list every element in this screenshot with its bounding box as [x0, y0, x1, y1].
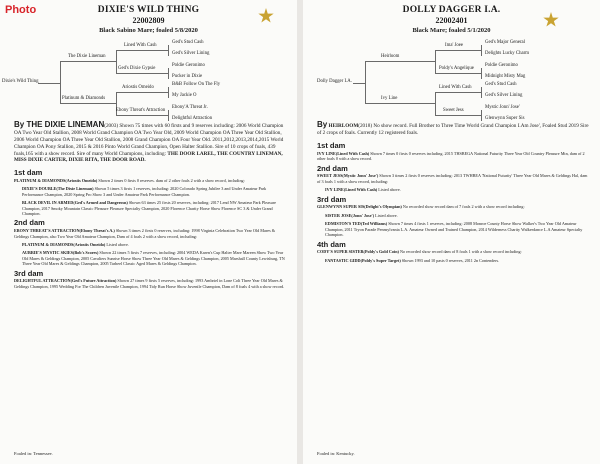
sire-champions: THE DOOR LAREL, THE COUNTRY LINEMAN, MISS DIXIE CARTER, DIXIE RITA, THE DOOR ROAD.: [14, 150, 283, 164]
sire-year: (2018): [358, 123, 373, 129]
foaled-in: Foaled in: Kentucky.: [317, 451, 355, 456]
pedigree-sd: Ged's Dixie Gypsie: [118, 66, 156, 71]
sire-name: (Bob's Scores): [72, 250, 99, 256]
pedigree-sdd: Midnight Misty Mag: [485, 74, 526, 79]
entry-record: Shown 27 times 9 firsts 5 reserves, including: 1993 Ambriel in Lone Colt Three Year Old Mares & Geldings Champion, 1995 Wedding For The Children Juvenile Champion, 1994 Tidy Run Horse Show Juvenile Champion, Dam of 8 foals 4 with a show record.: [14, 278, 285, 289]
sire-name: (Jonn' Jose'): [351, 212, 375, 218]
horse-name: DIXIE'S DOUBLE: [22, 186, 57, 192]
pedigree-dss: Ged's Stud Cash: [485, 82, 517, 87]
sire-year: (2003): [104, 123, 119, 129]
horse-name: DOLLY DAGGER I.A.: [402, 5, 501, 15]
dam-heading: 2nd dam: [317, 163, 348, 173]
sire-name: (Ariostis Omeido): [73, 242, 106, 248]
sire-name: (Ged's Armed and Dangerous): [73, 200, 128, 206]
catalog-page-right: [303, 0, 600, 464]
sire-name: (Poldy's Super Target): [360, 257, 401, 263]
pedigree-line: [353, 83, 365, 84]
pedigree-line: [60, 103, 116, 104]
pedigree-ssd: Ged's Silver Lining: [172, 51, 210, 56]
horse-description: Black Mare; foaled 5/1/2020: [412, 27, 491, 34]
registration-number: 22002809: [132, 16, 165, 25]
pedigree-line: [481, 45, 482, 56]
pedigree-dds: Ebony'A Threat Jr.: [172, 105, 208, 110]
produce-entry: [317, 173, 590, 184]
entry-record: Shown 3 times 2 firsts 0 reserves, including: 1998 Virginia Celebration Two Year Old Mares & Geldings Champion, also Two Year Old Amateur Champion, Dam of 4 foals 2 with a show record, including:: [14, 228, 276, 239]
pedigree-line: [481, 87, 482, 98]
horse-name: SISTER JOSE: [325, 212, 352, 218]
horse-name: CODY'S SUPER SISTER: [317, 249, 364, 255]
pedigree-dds: Mystic Jonn' Jose': [485, 105, 520, 110]
catalog-text: [317, 120, 590, 448]
sire-record: No show record. Full Brother to Three Time World Grand Champion I.Am Jose', Foaled Stud 2019 Sire of 2 crops of foals. Currently 12 registered foals.: [317, 123, 589, 137]
sire-byline: By: [317, 120, 328, 129]
sire-intro: [14, 120, 287, 164]
produce-entry: [317, 213, 590, 218]
sire-byline: By THE DIXIE LINEMAN: [14, 120, 105, 129]
pedigree-subject: Dolly Dagger I.A.: [317, 79, 352, 84]
pedigree-line: [38, 83, 60, 84]
pedigree-sds: Poldie Geronimo: [172, 63, 205, 68]
pedigree-ss: Lined With Cash: [124, 43, 157, 48]
sire-name: (Lined With Cash): [343, 187, 378, 193]
sire-name: (Ebony Threat's A.): [79, 228, 115, 234]
sire-name: (Lined With Cash): [335, 150, 370, 156]
pedigree-line: [168, 45, 169, 56]
horse-description: Black Sabino Mare; foaled 5/8/2020: [99, 27, 198, 34]
photo-label: Photo: [5, 4, 37, 16]
produce-entry: [14, 242, 287, 247]
pedigree-sire: Heirloom: [381, 54, 400, 59]
horse-name: AUBRIE'S MYSTIC SKIES: [22, 250, 73, 256]
produce-entry: [14, 250, 287, 266]
entry-record: No recorded show record dam of 7 foals 2 with a show record including:: [401, 204, 525, 210]
dam-line: [14, 169, 287, 289]
horse-name: IVY LINE: [325, 187, 344, 193]
entry-record: Listed above.: [377, 187, 401, 193]
horse-name: FANTASTIC GIDD: [325, 257, 361, 263]
sire-name: (Mystic Jonn' Jose'): [342, 173, 379, 179]
pedigree-line: [116, 92, 168, 93]
horse-name: SWEET JESS: [317, 173, 343, 179]
pedigree-dd: Ebony Threat's Attraction: [116, 108, 166, 113]
entry-record: Listed above.: [374, 212, 398, 218]
pedigree-line: [435, 50, 436, 73]
pedigree-line: [435, 115, 481, 116]
pedigree-line: [435, 50, 481, 51]
dam-heading: 1st dam: [14, 168, 43, 178]
entry-record: Shown 1993 and 10 pasts 0 reserves, 2011 2n Contenders.: [400, 257, 500, 263]
entry-record: Shown 3 times 2 firsts 0 reserves including: 2013 TWHBEA 'National Futurity' Three Year Old Mares & Geldings Hal, dam of 3 foals 1 with a show record, including:: [317, 173, 588, 184]
produce-entry: [317, 249, 590, 254]
sire-name: (Ted Williams): [360, 221, 388, 227]
sire-name: HEIRLOOM: [328, 123, 359, 129]
dam-heading: 3rd dam: [14, 268, 44, 278]
pedigree-line: [116, 115, 168, 116]
horse-name: EBONY THREAT'S ATTRACTION: [14, 228, 80, 234]
horse-name: DELIGHTFUL ATTRACTION: [14, 278, 71, 284]
pedigree-sss: Ged's Stud Cash: [172, 40, 204, 45]
pedigree-line: [435, 92, 436, 115]
pedigree-line: [116, 50, 117, 73]
entry-record: Shown 5 times 3 firsts 1 reserves, including: 2020 Colorado Spring Jubilee 3 and Under Amateur Park Performance Champion, 2020 Spring Pro Show 3 and Under Amateur Park Performance Champion.: [22, 186, 267, 197]
dam-line: [317, 142, 590, 263]
pedigree-line: [116, 50, 168, 51]
pedigree-line: [116, 73, 168, 74]
pedigree-sire: The Dixie Lineman: [68, 54, 106, 59]
horse-name: PLATINUM & DIAMONDS: [14, 177, 66, 183]
catalog-page-left: [0, 0, 297, 464]
pedigree-line: [365, 103, 435, 104]
pedigree-ss: Ima' Joee: [445, 43, 464, 48]
dam-heading: 3rd dam: [317, 194, 347, 204]
entry-record: Shown 22 times 5 firsts 7 reserves, including: 2004 WEDA Karen's Cup Halter Mare Mareen Show Two Year Old Mares & Geldings Champion, 2005 Cavaliers Sunrise Horse Show Three Year Old Mares & Geldings Champion, 2005 Marshall County Lewisburg, TN Three Year Old Mares & Geldings Champion, 2005 Tarheel Classic Aged Mares & Geldings Champion.: [22, 250, 285, 267]
dam-heading: 2nd dam: [14, 218, 45, 228]
registration-number: 22002401: [435, 16, 468, 25]
pedigree-line: [365, 61, 435, 62]
entry-record: Shown 63 times 25 firsts 20 reserves, including: 2017 Lend NW Amateur Park Pleasure Champion, 2017 Smoky Mountain Classic Pleasure Pleasure Specialty Champion, 2020 Florence Charity Horse Show Florence SC 3 & Under Grand Champion.: [22, 200, 277, 217]
produce-entry: [317, 258, 590, 263]
horse-name: GLENWYNN SUPER SIS: [317, 204, 365, 210]
pedigree-sd: Poldy's Angelique: [439, 66, 474, 71]
sire-name: (Ged's Future Attraction): [70, 278, 117, 284]
sire-name: (Poldy's Gold Coin): [363, 249, 399, 255]
pedigree-ddd: Delightful Attraction: [172, 116, 213, 121]
pedigree-line: [60, 61, 116, 62]
pedigree-subject: Dixie's Wild Thing: [2, 79, 39, 84]
pedigree-dd: Sweet Jess: [443, 108, 464, 113]
entry-record: Shown 2 times 0 firsts 0 reserves. dam of 2 other foals 2 with a show record, including:: [97, 177, 245, 183]
pedigree-ddd: Glenwynn Super Sis: [485, 116, 525, 121]
sire-intro: [317, 120, 590, 137]
pedigree-line: [365, 61, 366, 103]
entry-record: Shown 7 times 4 firsts 1 reserves, including: 2008 Monroe County Horse Show Walker's Two Year Old Amateur Champion, 2011 Tryon Parade Pennsylvania L.A. Amateur Owned and Trained Champion, 2014 Wilderness Charity Walkerdance L.A Amateur Specialty Champion.: [325, 221, 583, 238]
dam-heading: 4th dam: [317, 239, 346, 249]
pedigree-dss: B&B Follow On The Fly: [172, 82, 221, 87]
produce-entry: [317, 151, 590, 162]
pedigree-sds: Poldie Geronimo: [485, 63, 518, 68]
horse-name: BLACK DEVIL IN ARMED: [22, 200, 74, 206]
pedigree-ds: Lined With Cash: [439, 85, 472, 90]
sire-name: (Delight's Olympian): [364, 204, 402, 210]
dam-heading: 1st dam: [317, 141, 346, 151]
catalog-text: [14, 120, 287, 448]
pedigree-dam: Ivy Line: [381, 96, 398, 101]
horse-name: PLATINUM & DIAMONDS: [22, 242, 74, 248]
produce-entry: [14, 186, 287, 197]
pedigree-dam: Platinum & Diamonds: [62, 96, 106, 101]
produce-entry: [317, 187, 590, 192]
pedigree-line: [435, 73, 481, 74]
produce-entry: [317, 221, 590, 237]
pedigree-ds: Ariostis Omeido: [122, 85, 154, 90]
entry-record: Listed above.: [105, 242, 129, 248]
produce-entry: [14, 228, 287, 239]
pedigree-line: [60, 61, 61, 103]
pedigree-line: [168, 87, 169, 98]
pedigree-line: [435, 92, 481, 93]
foaled-in: Foaled in: Tennessee.: [14, 451, 53, 456]
produce-entry: [317, 204, 590, 209]
entry-record: Shown 7 times 0 firsts 0 reserves including. 2015 THSBEGA National Futurity Three Year Old Country Pleasure Mtn, dam of 2 other foals 0 with a show record.: [317, 150, 585, 162]
pedigree-chart: [0, 40, 297, 120]
produce-entry: [14, 178, 287, 183]
horse-name: DIXIE'S WILD THING: [97, 5, 200, 15]
horse-name: EDMISTON'S TED: [325, 221, 361, 227]
pedigree-dsd: Ged's Silver Lining: [485, 93, 523, 98]
pedigree-sdd: Pucker in Dixie: [172, 74, 203, 79]
produce-entry: [14, 200, 287, 216]
pedigree-ssd: Delights Lucky Charm: [485, 51, 529, 56]
sire-name: (Ariostis Omeido): [65, 177, 98, 183]
pedigree-line: [481, 68, 482, 79]
entry-record: No recorded show record dam of 8 foals 1 with a show record including:: [398, 249, 522, 255]
sire-name: (The Dixie Lineman): [56, 186, 94, 192]
horse-name: IVY LINE: [317, 150, 336, 156]
pedigree-line: [168, 68, 169, 79]
pedigree-sss: Ged's Major General: [485, 40, 526, 45]
pedigree-chart: [303, 40, 600, 120]
sire-record: Shown 75 times with 60 firsts and 9 reserves including: 2006 World Champion OA Two Year Old Stallion, 2008 World Grand Champion OA Two Year Old, 2009 World Champion OA Three Year Old Stallion, 2006 World Champion OA Three Year Old Stallion, 2008 Grand Champion OA Four Year Old. 2011,2012,2013,2014,2015 World Champion OA Pony Stallion, 2015 & 2016 Pinto World Grand Champion, Open Halter Stallion. Sire of 10 crops of foals, 439 foals,165 with a show record. Sire of many World Champions, including:: [14, 123, 284, 157]
produce-entry: [14, 278, 287, 289]
pedigree-dsd: My Jackie O: [172, 93, 197, 98]
